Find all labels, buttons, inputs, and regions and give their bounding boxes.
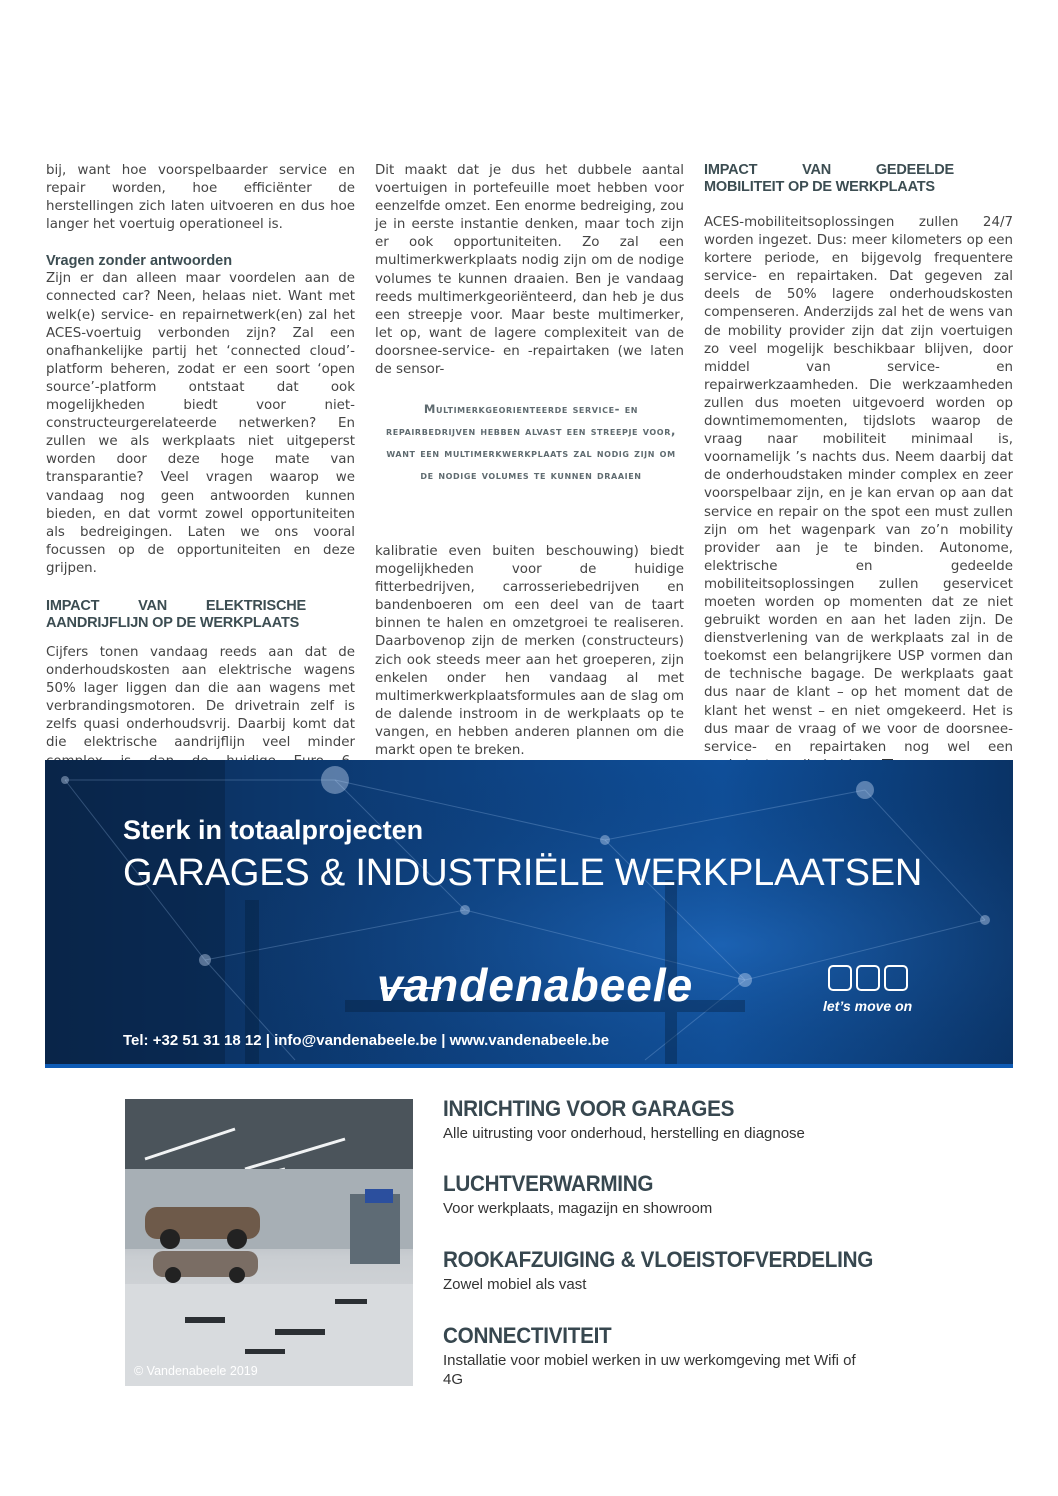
service-item xyxy=(443,1247,1003,1294)
column3-para1 xyxy=(704,214,1013,775)
steering-wheel-icon xyxy=(828,965,852,991)
contact-line: Tel: +32 51 31 18 12 | info@vandenabeele.be | www.vandenabeele.be xyxy=(123,1032,610,1049)
banner-subtitle: GARAGES & INDUSTRIËLE WERKPLAATSEN xyxy=(123,852,923,894)
service-title: LUCHTVERWARMING xyxy=(443,1171,654,1196)
article-column-2-continued xyxy=(375,543,684,760)
service-item xyxy=(443,1323,1003,1389)
brand-logo: vandenabeele xyxy=(377,959,694,1011)
network-pattern-icon xyxy=(45,760,1013,1068)
service-item xyxy=(443,1171,1003,1218)
section-heading-shared-mobility: IMPACT VAN GEDEELDE MOBILITEIT OP DE WERKPLAATS xyxy=(704,162,954,195)
column1-intro: bij, want hoe voorspelbaarder service en repair worden, hoe efficiënter de herstellingen zich laten uitvoeren en dus hoe langer het voertuig operationeel is. xyxy=(46,163,355,233)
workshop-photo xyxy=(125,1099,413,1386)
brand-slogan: let’s move on xyxy=(823,998,913,1014)
workshop-illustration-icon xyxy=(125,1099,413,1386)
column2-para1: Dit maakt dat je dus het dubbele aantal voertuigen in portefeuille moet hebben voor eenzelfde omzet. Een enorme bedreiging, zou je in eerste instantie denken, maar toch zijn er ook opportuniteiten. Zo zal een multimerkwerkplaats nodig zijn om de nodige volumes te kunnen draaien. Ben je vandaag reeds multimerkgeoriënteerd, dan heb je dus een streepje voor. Maar beste multimerker, let op, want de lagere complexiteit van de doorsnee-service- en -repairtaken (we laten de sensor- xyxy=(375,163,684,378)
service-description: Installatie voor mobiel werken in uw werkomgeving met Wifi of 4G xyxy=(443,1352,856,1388)
service-title: INRICHTING VOOR GARAGES xyxy=(443,1096,735,1121)
column1-para1: Zijn er dan alleen maar voordelen aan de connected car? Neen, helaas niet. Want met welk(e) service- en repairnetwerk(en) zal het ACES-voertuig verbonden zijn? Zal een onafhankelijke partij het ‘connected cloud’-platform beheren, zodat er een soort ‘open source’-platform ontstaat dat ook mogelijkheden biedt voor niet-constructeurgerelateerde netwerken? En zullen we als werkplaats niet uitgeperst worden door deze hoge mate van transparantie? Veel vragen waarop we vandaag nog geen antwoorden kunnen bieden, en dat vormt zowel opportuniteiten als bedreigingen. Laten we ons vooral focussen op de opportuniteiten en deze grijpen. xyxy=(46,271,355,576)
column3-para1-text: ACES-mobiliteitsoplossingen zullen 24/7 worden ingezet. Dus: meer kilometers op een kortere periode, en bijgevolg frequentere service- en repairtaken. Dat gegeven zal deels de 50% lagere onderhoudskosten compenseren. Anderzijds zal het de wens van de mobility provider zijn dat zijn voertuigen zo veel mogelijk beschikbaar blijven, door middel van service- en repairwerkzaamheden. Die werkzaamheden zullen dus moeten uitgevoerd worden op downtimemomenten, tijdslots waarop de vraag naar mobiliteit minimaal is, voornamelijk ’s nachts dus. Neem daarbij dat de onderhoudstaken minder complex en zeer voorspelbaar zijn, en je kan ervan op aan dat service en repair on the spot een must zullen zijn om het wagenpark van zo’n mobility provider aan je te binden. Autonome, elektrische en gedeelde mobiliteitsoplossingen zullen geservicet moeten worden op momenten dat ze niet gebruikt worden en aan het laden zijn. De dienstverlening van de werkplaats zal in de toekomst een belangrijkere USP vormen dan de technische bagage. De werkplaats gaat dus naar de klant – op het moment dat de klant het wenst – en niet omgekeerd. Het is dus maar de vraag of we voor de doorsnee-service- en repairtaken nog wel een xyxy=(704,215,1013,755)
banner-bottom-strip xyxy=(45,1064,1013,1068)
brand-logo-icons xyxy=(828,965,908,991)
advertisement-banner xyxy=(45,760,1013,1068)
article-column-1 xyxy=(46,162,355,789)
banner-title: Sterk in totaalprojecten xyxy=(123,815,424,845)
article-column-3 xyxy=(704,162,1013,775)
section-heading-electric: IMPACT VAN ELEKTRISCHE AANDRIJFLIJN OP DE WERKPLAATS xyxy=(46,597,306,631)
phone-icon xyxy=(884,965,908,991)
photo-credit: © Vandenabeele 2019 xyxy=(134,1364,258,1378)
service-title: CONNECTIVITEIT xyxy=(443,1323,612,1348)
service-description: Voor werkplaats, magazijn en showroom xyxy=(443,1200,713,1217)
section-heading-questions: Vragen zonder antwoorden xyxy=(46,253,233,270)
service-description: Zowel mobiel als vast xyxy=(443,1276,587,1293)
service-title: ROOKAFZUIGING & VLOEISTOFVERDELING xyxy=(443,1247,874,1272)
article-column-2 xyxy=(375,162,684,379)
column1-para2: Cijfers tonen vandaag reeds aan dat de onderhoudskosten aan elektrische wagens 50% lager liggen dan die aan wagens met verbrandingsmotoren. De drivetrain zelf is zelfs quasi onderhoudsvrij. Daarbij komt dat die elektrische aandrijflijn veel minder xyxy=(46,644,355,751)
column2-para2: kalibratie even buiten beschouwing) biedt mogelijkheden voor de huidige fitterbedrijven, carrosseriebedrijven en bandenboeren om een deel van de taart binnen te halen en omzetgroei te realiseren. Daarbovenop zijn de merken (constructeurs) zich ook steeds meer aan het groeperen, zijn enkelen onder hen vandaag al met multimerkwerkplaatsformules aan de slag om de dalende instroom in de werkplaats op te vangen, en hebben anderen plannen om die markt open te breken. xyxy=(375,544,684,759)
wrench-icon xyxy=(856,965,880,991)
service-description: Alle uitrusting voor onderhoud, herstelling en diagnose xyxy=(443,1125,805,1142)
service-item xyxy=(443,1096,1003,1143)
pull-quote: Multimerkgeorienteerde service- en repairbedrijven hebben alvast een streepje voor, want een multimerkwerkplaats zal nodig zijn om de nodige volumes te kunnen draaien xyxy=(386,402,676,482)
